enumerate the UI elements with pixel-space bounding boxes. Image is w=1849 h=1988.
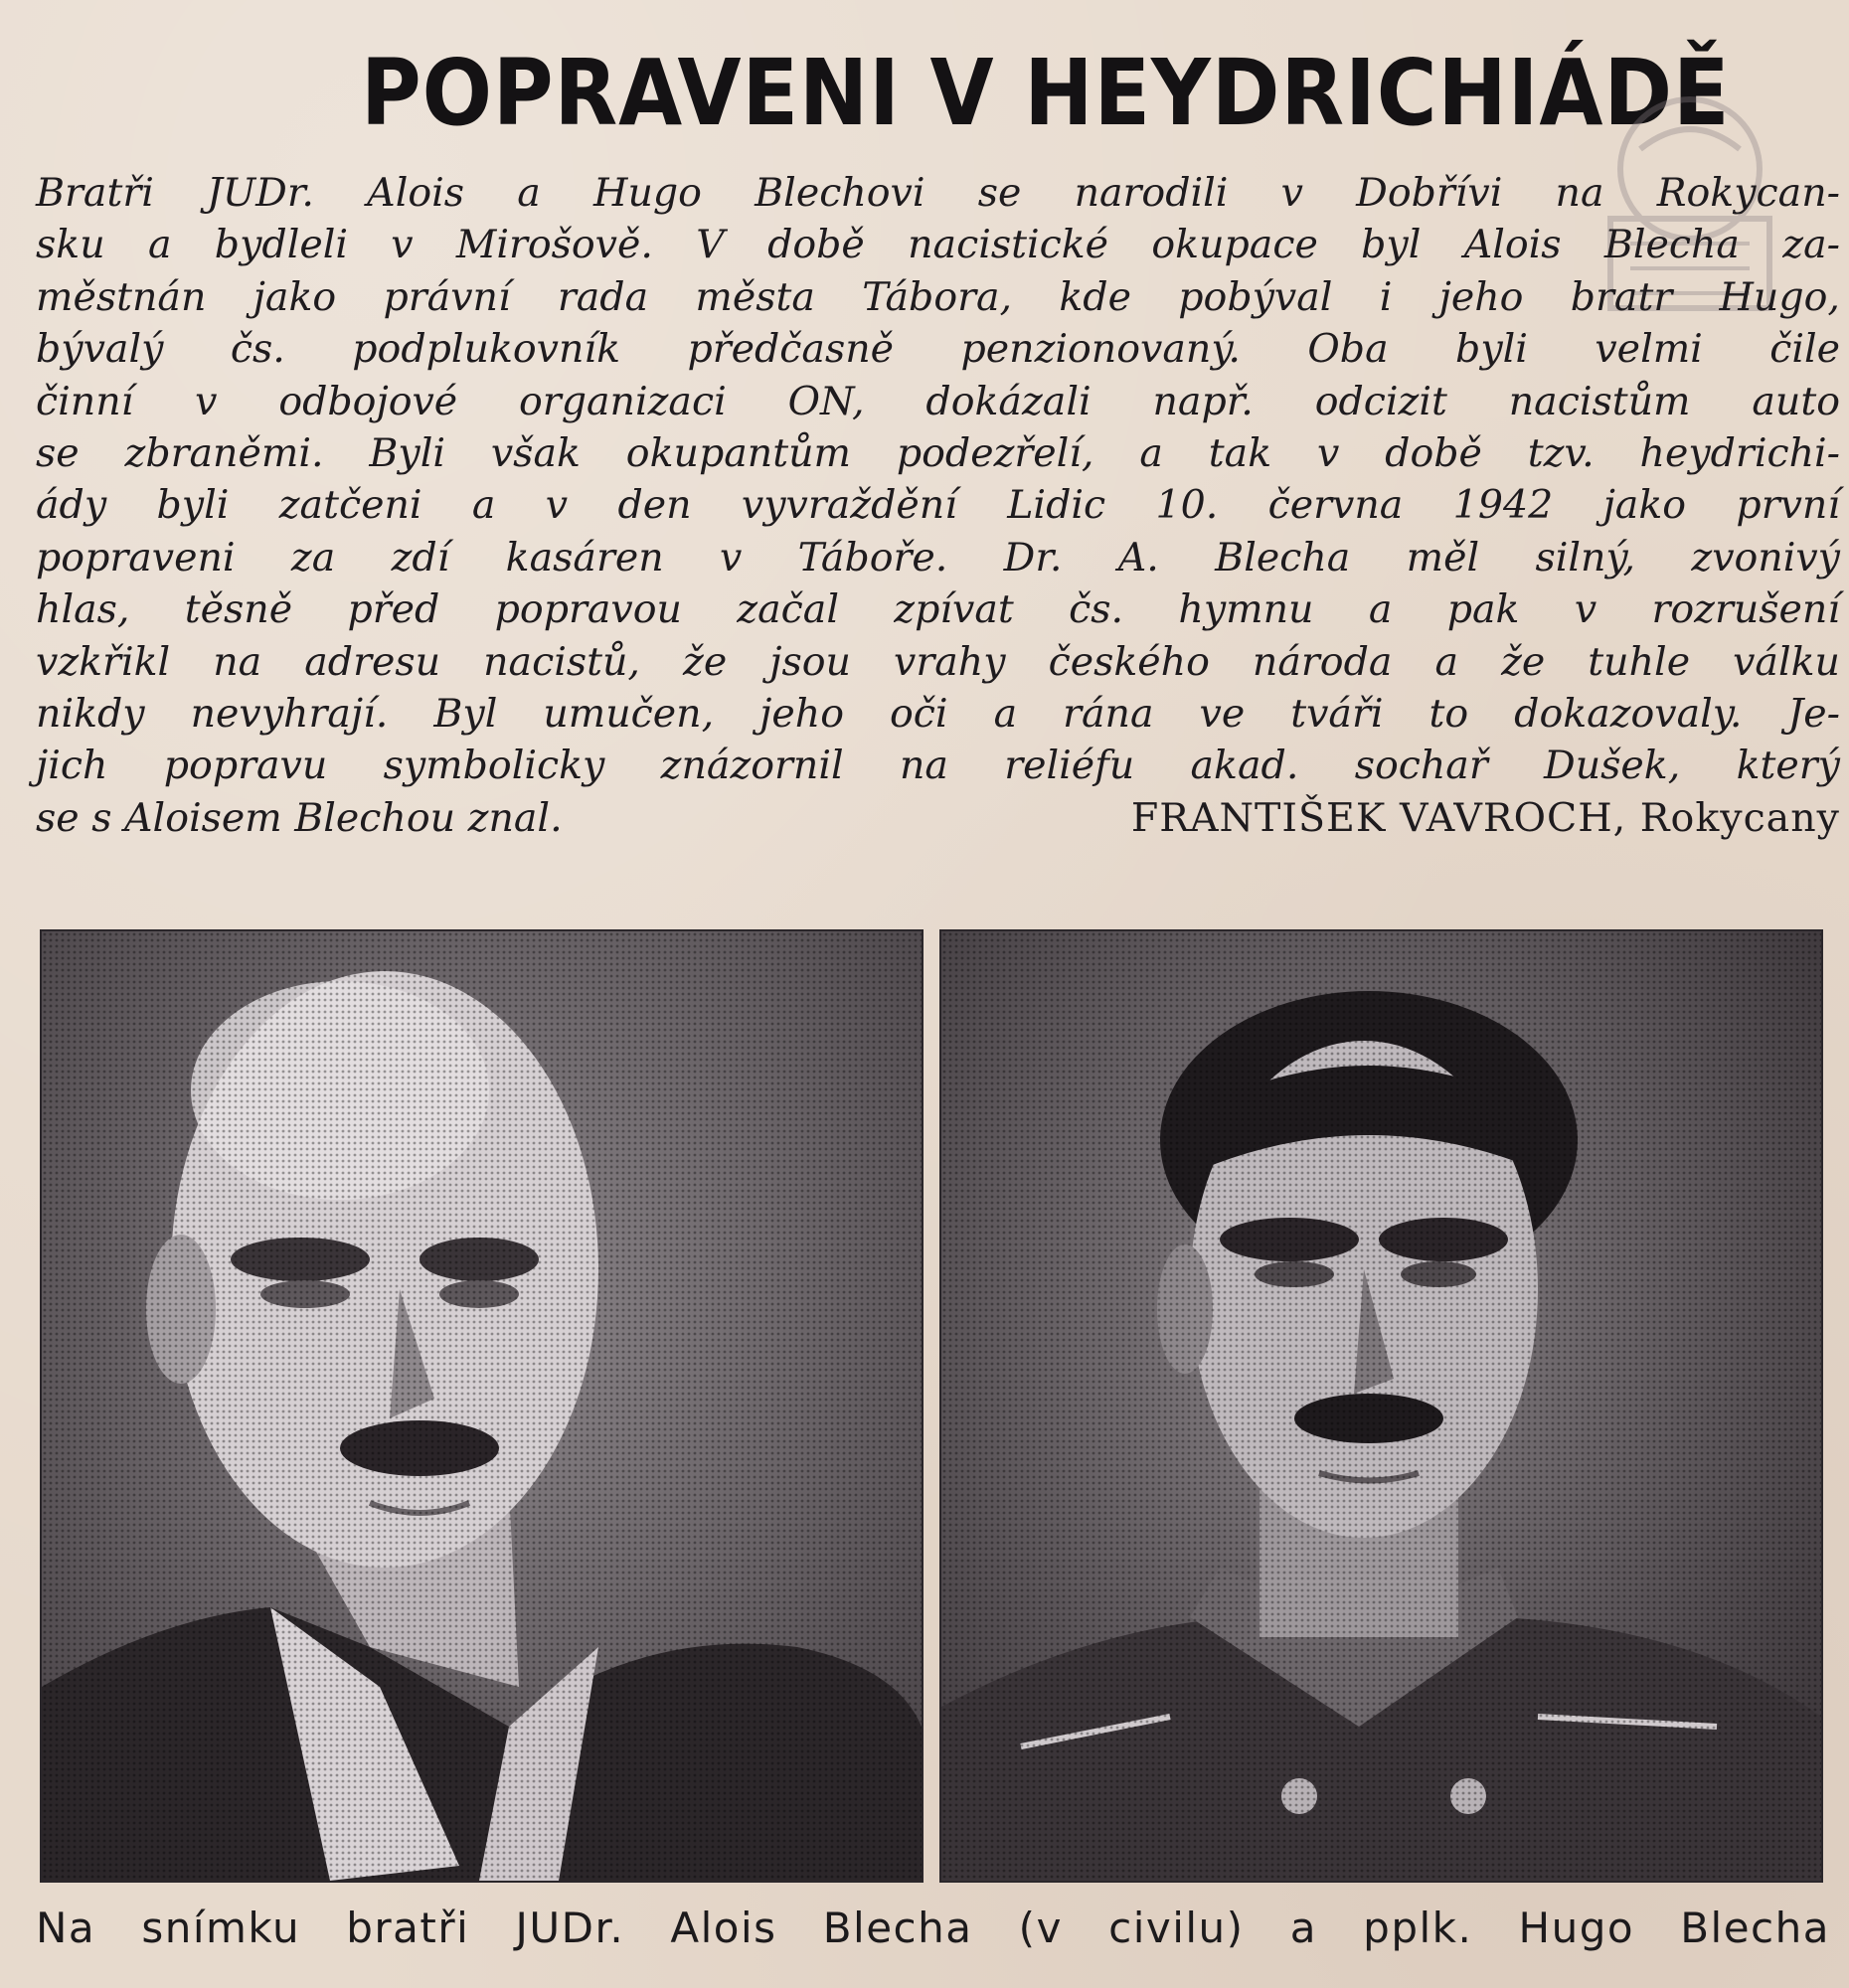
headline: POPRAVENI V HEYDRICHIÁDĚ [361,40,1731,146]
body-line: nikdy nevyhrají. Byl umučen, jeho oči a rána ve tváři to dokazovaly. Je- [36,690,1840,737]
photo-alois-blecha [40,929,924,1883]
body-last-line: se s Aloisem Blechou znal. [36,794,563,841]
photo-hugo-blecha [939,929,1823,1883]
article-body [36,167,1840,844]
body-line: městnán jako právní rada města Tábora, kde pobýval i jeho bratr Hugo, [36,273,1840,320]
body-line: činní v odbojové organizaci ON, dokázali např. odcizit nacistům auto [36,378,1840,424]
body-line: vzkřikl na adresu nacistů, že jsou vrahy českého národa a že tuhle válku [36,638,1840,685]
body-line: jich popravu symbolicky znázornil na reliéfu akad. sochař Dušek, který [36,743,1840,789]
body-line: sku a bydleli v Mirošově. V době nacistické okupace byl Alois Blecha za- [36,222,1840,268]
body-line: Bratři JUDr. Alois a Hugo Blechovi se narodili v Dobřívi na Rokycan- [36,170,1840,216]
body-line: se zbraněmi. Byli však okupantům podezřelí, a tak v době tzv. heydrichi- [36,429,1840,476]
body-line: bývalý čs. podplukovník předčasně penzionovaný. Oba byli velmi čile [36,326,1840,373]
author-byline: FRANTIŠEK VAVROCH, Rokycany [1130,794,1840,841]
body-line: ády byli zatčeni a v den vyvraždění Lidic 10. června 1942 jako první [36,482,1840,529]
photo-caption: Na snímku bratři JUDr. Alois Blecha (v civilu) a pplk. Hugo Blecha [36,1904,1830,1952]
article-ending [36,792,1840,844]
body-line: popraveni za zdí kasáren v Táboře. Dr. A. Blecha měl silný, zvonivý [36,534,1840,580]
body-line: hlas, těsně před popravou začal zpívat čs. hymnu a pak v rozrušení [36,586,1840,633]
